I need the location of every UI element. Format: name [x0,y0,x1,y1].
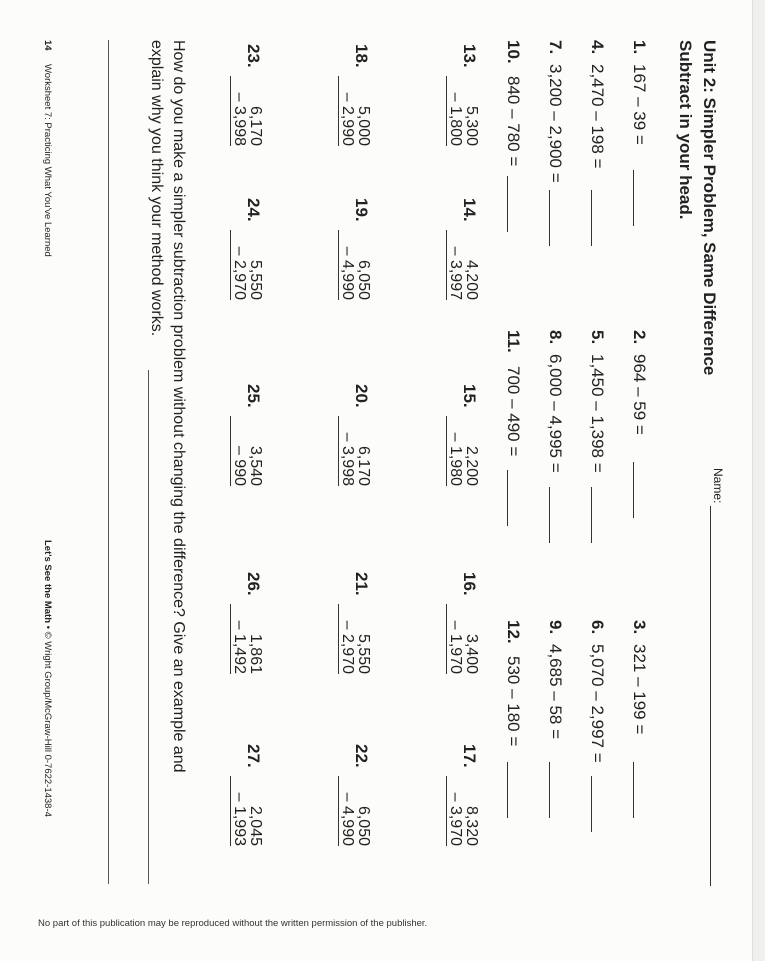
minuend: 4,200 [463,259,480,300]
problem-number: 20. [352,384,371,408]
vertical-problem [338,572,372,674]
minuend: 6,170 [247,105,264,146]
vertical-problem [338,384,372,486]
minuend: 3,400 [463,633,480,674]
subtrahend: – 1,800 [446,76,463,146]
minuend: 6,050 [355,805,372,846]
permission-notice: No part of this publication may be reproduced without the written permission of the publisher. [38,918,428,929]
subtrahend: – 2,990 [338,76,355,146]
problem-number: 23. [244,44,263,68]
problem-number: 24. [244,198,263,222]
vertical-problem [230,744,264,846]
vertical-problem [338,198,372,300]
problem-number: 22. [352,744,371,768]
answer-line[interactable] [591,190,592,246]
minuend: 5,550 [247,259,264,300]
minuend: 1,861 [247,633,264,674]
vertical-problem [230,384,264,486]
answer-line[interactable] [633,170,634,226]
question-text: explain why you think your method works. [148,40,165,337]
vertical-problem [446,198,480,300]
vertical-problem [446,44,480,146]
problem-number: 6. [588,620,607,635]
minuend: 8,320 [463,805,480,846]
problem-expression: 1,450 – 1,398 = [588,354,607,473]
problem-expression: 700 – 490 = [504,366,523,457]
answer-line[interactable] [507,762,508,818]
problem-number: 13. [460,44,479,68]
problem-number: 11. [504,330,523,353]
subtrahend: – 2,970 [338,604,355,674]
subtrahend: – 1,970 [446,604,463,674]
problem-expression: 4,685 – 58 = [546,644,565,740]
problem-expression: 964 – 59 = [630,354,649,435]
answer-line[interactable] [591,487,592,543]
vertical-problem [446,572,480,674]
vertical-problem [446,744,480,846]
subtrahend: – 3,998 [338,416,355,486]
problem-expression: 530 – 180 = [504,656,523,747]
problem-number: 5. [588,330,607,345]
problem-number: 7. [546,40,565,55]
answer-line[interactable] [633,762,634,818]
problem-expression: 6,000 – 4,995 = [546,354,565,473]
problem-number: 26. [244,572,263,596]
problem-number: 8. [546,330,565,345]
page-number-text: 14 [42,40,53,51]
problem-number: 27. [244,744,263,768]
problem-number: 3. [630,620,649,635]
problem-number: 25. [244,384,263,408]
instruction: Subtract in your head. [676,40,695,220]
minuend: 6,170 [355,445,372,486]
series-name: Let's See the Math [42,540,53,624]
subtrahend: – 1,993 [230,776,247,846]
answer-line[interactable] [549,190,550,246]
problem-expression: 167 – 39 = [630,64,649,145]
answer-line[interactable] [633,462,634,518]
problem-expression: 2,470 – 198 = [588,64,607,169]
vertical-problem [230,198,264,300]
problem-number: 16. [460,572,479,596]
subtrahend: – 990 [230,416,247,486]
problem-expression: 5,070 – 2,997 = [588,644,607,763]
problem-expression: 840 – 780 = [504,76,523,167]
worksheet-title: Worksheet 7: Practicing What You've Learned [42,64,53,257]
minuend: 2,200 [463,445,480,486]
subtrahend: – 4,990 [338,230,355,300]
question-text: How do you make a simpler subtraction problem without changing the difference? Give an example and [170,40,187,773]
problem-expression: 3,200 – 2,900 = [546,64,565,183]
answer-line[interactable] [507,470,508,526]
minuend: 2,045 [247,805,264,846]
answer-line[interactable] [148,370,149,884]
problem-number: 9. [546,620,565,635]
problem-number: 1. [630,40,649,55]
problem-number: 10. [504,40,523,64]
vertical-problem [338,744,372,846]
subtrahend: – 3,998 [230,76,247,146]
answer-line[interactable] [108,40,109,884]
minuend: 5,000 [355,105,372,146]
answer-line[interactable] [507,176,508,232]
problem-number: 2. [630,330,649,345]
publisher-info: • © Wright Group/McGraw-Hill 0-7622-1438-4 [42,623,53,817]
copyright [42,540,53,817]
page-number [42,40,53,51]
name-label: Name: [711,468,725,504]
name-field-line[interactable] [710,506,711,886]
subtrahend: – 2,970 [230,230,247,300]
page-title: Unit 2: Simpler Problem, Same Difference [700,40,719,376]
subtrahend: – 4,990 [338,776,355,846]
vertical-problem [338,44,372,146]
problem-number: 4. [588,40,607,55]
vertical-problem [230,44,264,146]
minuend: 3,540 [247,445,264,486]
answer-line[interactable] [549,487,550,543]
problem-expression: 321 – 199 = [630,644,649,735]
problem-number: 19. [352,198,371,222]
subtrahend: – 3,997 [446,230,463,300]
problem-number: 17. [460,744,479,768]
problem-number: 18. [352,44,371,68]
subtrahend: – 3,970 [446,776,463,846]
subtrahend: – 1,980 [446,416,463,486]
answer-line[interactable] [591,776,592,832]
answer-line[interactable] [549,762,550,818]
minuend: 6,050 [355,259,372,300]
problem-number: 14. [460,198,479,222]
subtrahend: – 1,492 [230,604,247,674]
problem-number: 12. [504,620,523,644]
minuend: 5,550 [355,633,372,674]
minuend: 5,300 [463,105,480,146]
problem-number: 15. [460,384,479,408]
vertical-problem [446,384,480,486]
problem-number: 21. [352,572,371,596]
vertical-problem [230,572,264,674]
